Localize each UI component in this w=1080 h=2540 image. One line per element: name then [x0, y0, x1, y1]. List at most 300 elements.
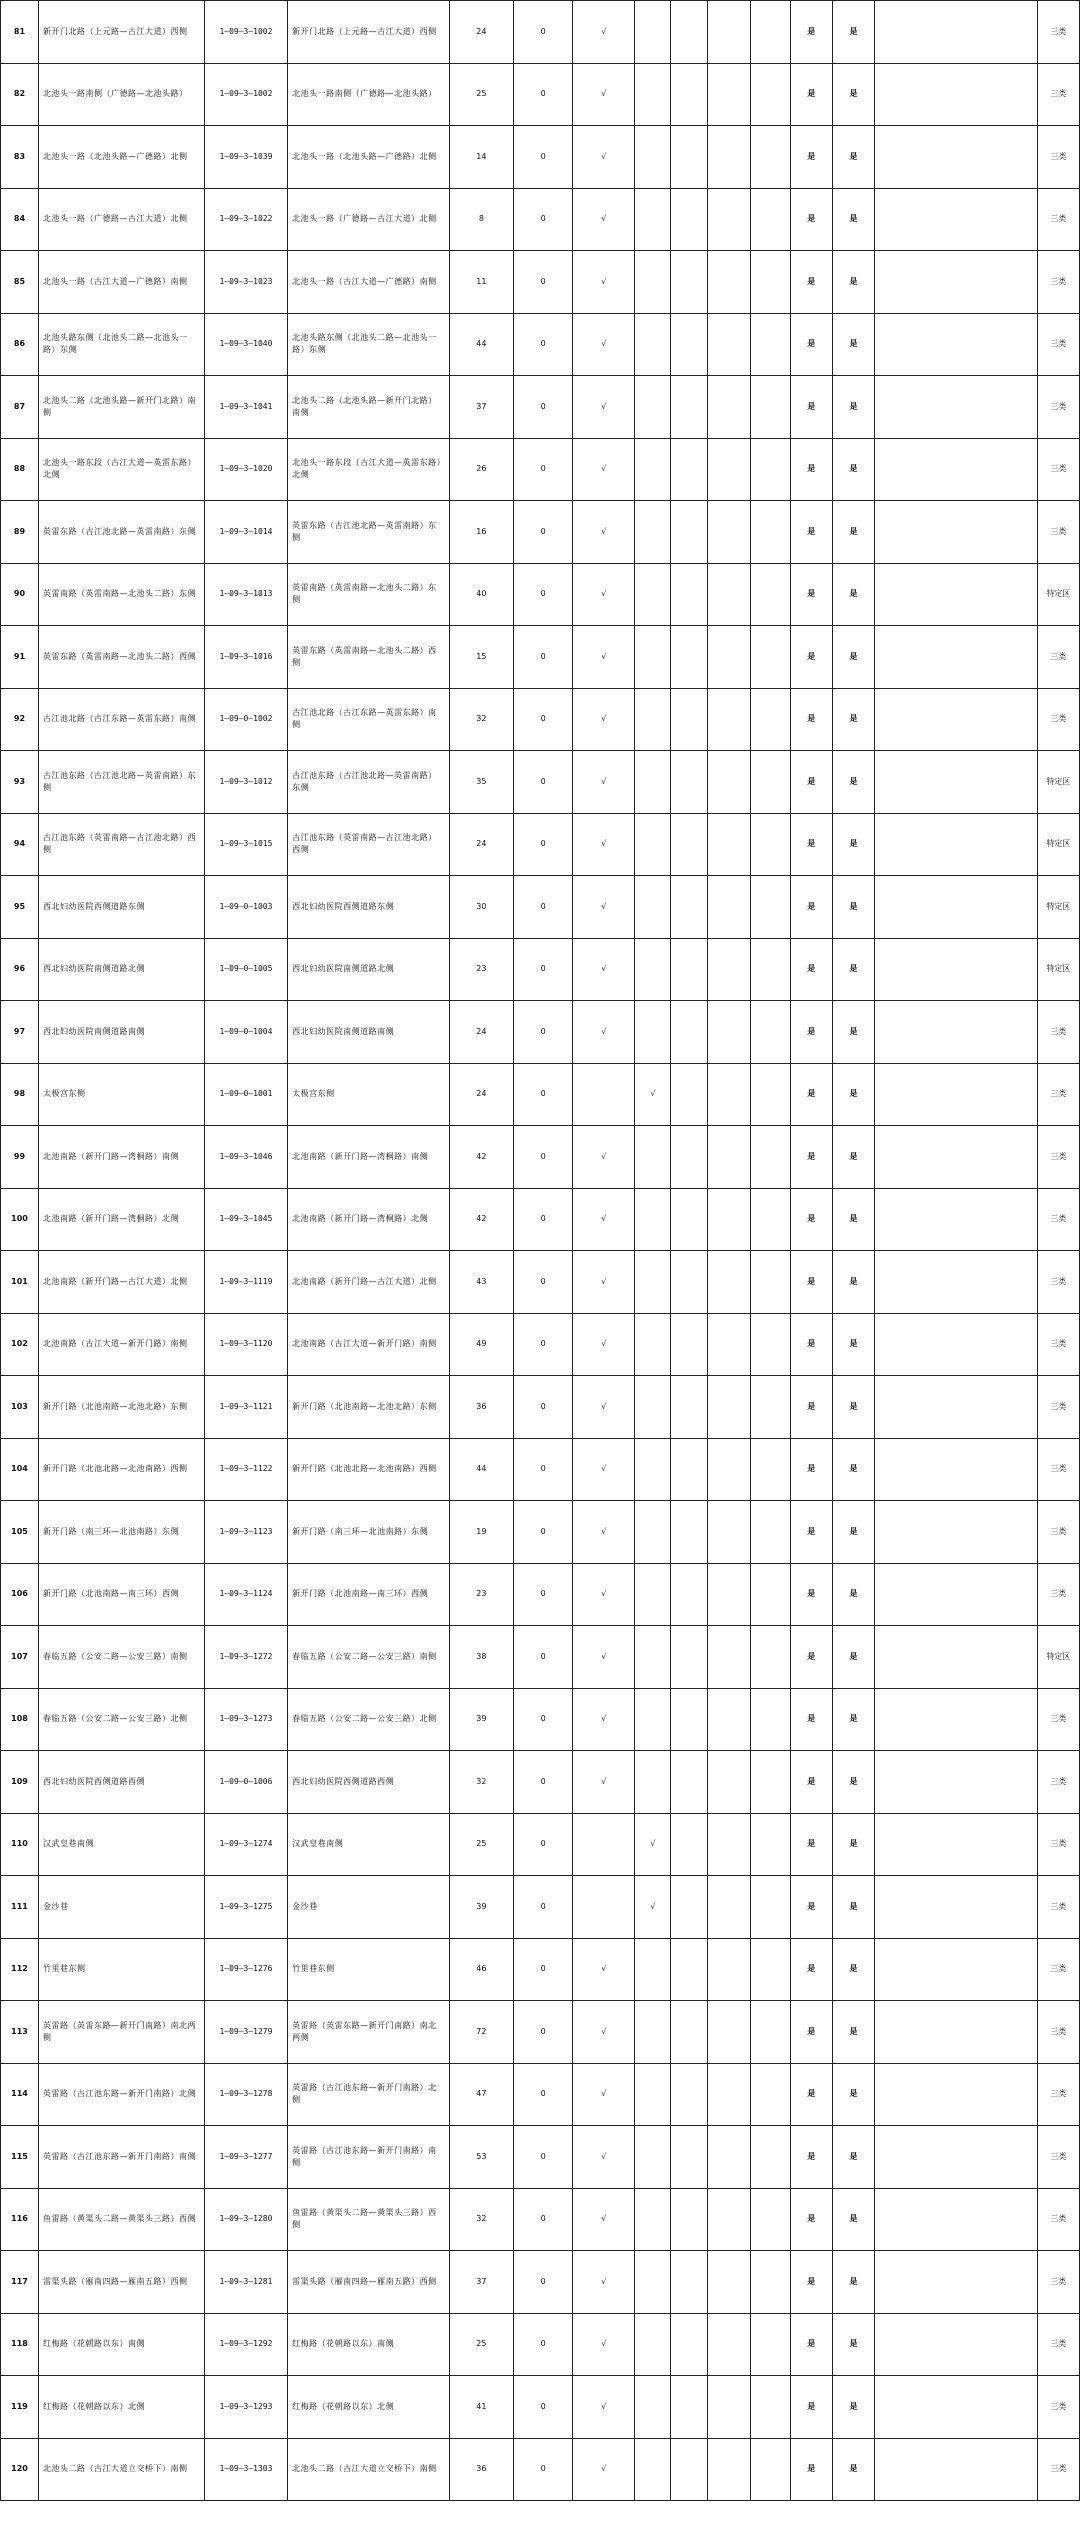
yes-mark-cell-2: 是 [832, 688, 874, 751]
empty-cell [750, 313, 790, 376]
road-code-cell: 1—09—3—1039 [204, 126, 287, 189]
road-code-cell: 1—09—3—1272 [204, 1626, 287, 1689]
road-section-cell: 新开门路（北池北路—北池南路）西侧 [39, 1438, 205, 1501]
table-row [1, 1626, 1080, 1689]
check-cell-secondary [635, 1501, 671, 1564]
empty-cell [708, 313, 750, 376]
class-cell: 三类 [1037, 2126, 1079, 2189]
zero-count-cell: 0 [514, 376, 573, 439]
check-cell-primary: √ [573, 2313, 635, 2376]
check-cell-primary: √ [573, 688, 635, 751]
table-row [1, 2313, 1080, 2376]
table-row [1, 2376, 1080, 2439]
zero-count-cell: 0 [514, 1813, 573, 1876]
road-section-cell: 北池南路（古江大道—新开门路）南侧 [39, 1313, 205, 1376]
yes-mark-cell-1: 是 [790, 1876, 832, 1939]
space-count-cell: 42 [449, 1126, 513, 1189]
road-section-cell: 春临五路（公安二路—公安三路）北侧 [39, 1688, 205, 1751]
zero-count-cell: 0 [514, 626, 573, 689]
row-number: 93 [1, 751, 39, 814]
class-cell: 三类 [1037, 1751, 1079, 1814]
empty-cell [671, 63, 708, 126]
yes-mark-cell-2: 是 [832, 1688, 874, 1751]
table-row [1, 626, 1080, 689]
road-section-cell: 北池头一路（北池头路—广德路）北侧 [39, 126, 205, 189]
space-count-cell: 16 [449, 501, 513, 564]
zero-count-cell: 0 [514, 2188, 573, 2251]
road-code-cell: 1—09—3—1016 [204, 626, 287, 689]
road-code-cell: 1—09—3—1014 [204, 501, 287, 564]
empty-cell [708, 1376, 750, 1439]
empty-cell [671, 2376, 708, 2439]
table-row [1, 2001, 1080, 2064]
remarks-cell [875, 1001, 1038, 1064]
check-cell-secondary [635, 1188, 671, 1251]
empty-cell [750, 1688, 790, 1751]
row-number: 89 [1, 501, 39, 564]
road-name-cell: 英雷东路（英雷南路—北池头二路）西侧 [288, 626, 450, 689]
empty-cell [671, 1501, 708, 1564]
empty-cell [708, 1063, 750, 1126]
yes-mark-cell-2: 是 [832, 2313, 874, 2376]
remarks-cell [875, 1126, 1038, 1189]
zero-count-cell: 0 [514, 1438, 573, 1501]
yes-mark-cell-1: 是 [790, 313, 832, 376]
yes-mark-cell-2: 是 [832, 1876, 874, 1939]
table-row [1, 1876, 1080, 1939]
road-section-cell: 北池头一路（广德路—古江大道）北侧 [39, 188, 205, 251]
road-code-cell: 1—09—3—1124 [204, 1563, 287, 1626]
check-cell-secondary [635, 688, 671, 751]
table-row [1, 438, 1080, 501]
row-number: 116 [1, 2188, 39, 2251]
road-name-cell: 英雷路（英雷东路—新开门南路）南北两侧 [288, 2001, 450, 2064]
remarks-cell [875, 438, 1038, 501]
table-row [1, 2251, 1080, 2314]
yes-mark-cell-2: 是 [832, 1313, 874, 1376]
table-row [1, 1438, 1080, 1501]
space-count-cell: 25 [449, 63, 513, 126]
empty-cell [708, 501, 750, 564]
road-name-cell: 北池头路东侧（北池头二路—北池头一路）东侧 [288, 313, 450, 376]
empty-cell [671, 2313, 708, 2376]
road-name-cell: 古江池北路（古江东路—英雷东路）南侧 [288, 688, 450, 751]
row-number: 88 [1, 438, 39, 501]
class-cell: 特定区 [1037, 813, 1079, 876]
check-cell-primary: √ [573, 251, 635, 314]
space-count-cell: 11 [449, 251, 513, 314]
zero-count-cell: 0 [514, 938, 573, 1001]
row-number: 107 [1, 1626, 39, 1689]
road-section-cell: 汉武皇巷南侧 [39, 1813, 205, 1876]
empty-cell [708, 1563, 750, 1626]
empty-cell [671, 751, 708, 814]
road-name-cell: 太极宫东侧 [288, 1063, 450, 1126]
empty-cell [708, 2001, 750, 2064]
road-name-cell: 新开门北路（上元路—古江大道）西侧 [288, 1, 450, 64]
row-number: 82 [1, 63, 39, 126]
table-row [1, 2438, 1080, 2501]
road-section-cell: 北池南路（新开门路—湾桐路）南侧 [39, 1126, 205, 1189]
empty-cell [671, 1, 708, 64]
road-code-cell: 1—09—3—1041 [204, 376, 287, 439]
yes-mark-cell-1: 是 [790, 1563, 832, 1626]
yes-mark-cell-2: 是 [832, 563, 874, 626]
space-count-cell: 37 [449, 2251, 513, 2314]
road-code-cell: 1—09—0—1005 [204, 938, 287, 1001]
road-code-cell: 1—09—0—1002 [204, 688, 287, 751]
check-cell-secondary [635, 1688, 671, 1751]
yes-mark-cell-1: 是 [790, 501, 832, 564]
empty-cell [708, 1626, 750, 1689]
zero-count-cell: 0 [514, 1063, 573, 1126]
check-cell-primary: √ [573, 2188, 635, 2251]
table-row [1, 1313, 1080, 1376]
check-cell-primary: √ [573, 188, 635, 251]
road-section-cell: 北池头二路（古江大道立交桥下）南侧 [39, 2438, 205, 2501]
check-cell-secondary [635, 313, 671, 376]
empty-cell [671, 2001, 708, 2064]
road-section-cell: 新开门路（北池南路—南三环）西侧 [39, 1563, 205, 1626]
road-code-cell: 1—09—3—1279 [204, 2001, 287, 2064]
road-section-cell: 西北妇幼医院西侧道路西侧 [39, 1751, 205, 1814]
empty-cell [708, 1438, 750, 1501]
yes-mark-cell-1: 是 [790, 251, 832, 314]
empty-cell [708, 1251, 750, 1314]
empty-cell [671, 501, 708, 564]
row-number: 98 [1, 1063, 39, 1126]
yes-mark-cell-2: 是 [832, 313, 874, 376]
zero-count-cell: 0 [514, 501, 573, 564]
empty-cell [750, 876, 790, 939]
table-row [1, 1063, 1080, 1126]
yes-mark-cell-2: 是 [832, 1063, 874, 1126]
row-number: 99 [1, 1126, 39, 1189]
empty-cell [671, 188, 708, 251]
yes-mark-cell-2: 是 [832, 751, 874, 814]
table-row [1, 1501, 1080, 1564]
check-cell-secondary [635, 751, 671, 814]
space-count-cell: 49 [449, 1313, 513, 1376]
check-cell-secondary [635, 2376, 671, 2439]
empty-cell [750, 1063, 790, 1126]
class-cell: 三类 [1037, 63, 1079, 126]
road-section-cell: 北池头路东侧（北池头二路—北池头一路）东侧 [39, 313, 205, 376]
empty-cell [708, 1501, 750, 1564]
space-count-cell: 44 [449, 1438, 513, 1501]
yes-mark-cell-2: 是 [832, 2438, 874, 2501]
table-row [1, 1, 1080, 64]
empty-cell [671, 2251, 708, 2314]
zero-count-cell: 0 [514, 438, 573, 501]
empty-cell [671, 1563, 708, 1626]
check-cell-primary: √ [573, 1188, 635, 1251]
empty-cell [750, 376, 790, 439]
yes-mark-cell-1: 是 [790, 2313, 832, 2376]
empty-cell [708, 1, 750, 64]
table-row [1, 1126, 1080, 1189]
yes-mark-cell-2: 是 [832, 2001, 874, 2064]
table-row [1, 1688, 1080, 1751]
table-row [1, 1813, 1080, 1876]
table-row [1, 1001, 1080, 1064]
check-cell-secondary [635, 126, 671, 189]
row-number: 110 [1, 1813, 39, 1876]
empty-cell [671, 626, 708, 689]
yes-mark-cell-2: 是 [832, 1001, 874, 1064]
road-code-cell: 1—09—0—1001 [204, 1063, 287, 1126]
class-cell: 三类 [1037, 1, 1079, 64]
yes-mark-cell-2: 是 [832, 188, 874, 251]
yes-mark-cell-2: 是 [832, 2063, 874, 2126]
yes-mark-cell-2: 是 [832, 1563, 874, 1626]
space-count-cell: 32 [449, 2188, 513, 2251]
road-name-cell: 古江池东路（古江池北路—英雷南路）东侧 [288, 751, 450, 814]
check-cell-primary: √ [573, 1688, 635, 1751]
empty-cell [708, 1126, 750, 1189]
check-cell-secondary [635, 1001, 671, 1064]
class-cell: 特定区 [1037, 938, 1079, 1001]
road-code-cell: 1—09—3—1013 [204, 563, 287, 626]
empty-cell [750, 1438, 790, 1501]
row-number: 91 [1, 626, 39, 689]
empty-cell [671, 1751, 708, 1814]
zero-count-cell: 0 [514, 126, 573, 189]
road-code-cell: 1—09—3—1119 [204, 1251, 287, 1314]
zero-count-cell: 0 [514, 1188, 573, 1251]
yes-mark-cell-1: 是 [790, 438, 832, 501]
yes-mark-cell-1: 是 [790, 563, 832, 626]
road-code-cell: 1—09—3—1046 [204, 1126, 287, 1189]
yes-mark-cell-2: 是 [832, 2188, 874, 2251]
road-code-cell: 1—09—3—1012 [204, 751, 287, 814]
yes-mark-cell-1: 是 [790, 1438, 832, 1501]
empty-cell [750, 1376, 790, 1439]
empty-cell [671, 1626, 708, 1689]
road-code-cell: 1—09—3—1022 [204, 188, 287, 251]
check-cell-primary [573, 1813, 635, 1876]
road-section-cell: 英雷路（古江池东路—新开门南路）南侧 [39, 2126, 205, 2189]
empty-cell [671, 1001, 708, 1064]
zero-count-cell: 0 [514, 2313, 573, 2376]
row-number: 86 [1, 313, 39, 376]
remarks-cell [875, 1063, 1038, 1126]
road-name-cell: 北池南路（新开门路—湾桐路）北侧 [288, 1188, 450, 1251]
check-cell-secondary [635, 1126, 671, 1189]
yes-mark-cell-2: 是 [832, 1813, 874, 1876]
empty-cell [708, 688, 750, 751]
class-cell: 三类 [1037, 126, 1079, 189]
empty-cell [708, 1188, 750, 1251]
empty-cell [750, 1751, 790, 1814]
empty-cell [750, 1626, 790, 1689]
road-section-cell: 英雷路（英雷东路—新开门南路）南北两侧 [39, 2001, 205, 2064]
remarks-cell [875, 813, 1038, 876]
check-cell-primary: √ [573, 876, 635, 939]
empty-cell [671, 376, 708, 439]
road-section-cell: 鱼雷路（黄渠头二路—黄渠头三路）西侧 [39, 2188, 205, 2251]
remarks-cell [875, 1876, 1038, 1939]
zero-count-cell: 0 [514, 751, 573, 814]
road-code-cell: 1—09—3—1280 [204, 2188, 287, 2251]
check-cell-primary: √ [573, 2063, 635, 2126]
class-cell: 三类 [1037, 2376, 1079, 2439]
check-cell-secondary: √ [635, 1813, 671, 1876]
class-cell: 三类 [1037, 1501, 1079, 1564]
empty-cell [671, 1063, 708, 1126]
road-code-cell: 1—09—3—1002 [204, 63, 287, 126]
empty-cell [671, 1376, 708, 1439]
space-count-cell: 26 [449, 438, 513, 501]
yes-mark-cell-1: 是 [790, 2063, 832, 2126]
road-name-cell: 西北妇幼医院西侧道路西侧 [288, 1751, 450, 1814]
road-section-cell: 北池头一路东段（古江大道—英雷东路）北侧 [39, 438, 205, 501]
remarks-cell [875, 563, 1038, 626]
check-cell-primary: √ [573, 1938, 635, 2001]
road-section-cell: 北池南路（新开门路—湾桐路）北侧 [39, 1188, 205, 1251]
row-number: 113 [1, 2001, 39, 2064]
check-cell-secondary [635, 2313, 671, 2376]
zero-count-cell: 0 [514, 1876, 573, 1939]
check-cell-secondary [635, 938, 671, 1001]
check-cell-secondary [635, 1626, 671, 1689]
empty-cell [750, 1188, 790, 1251]
empty-cell [750, 563, 790, 626]
row-number: 83 [1, 126, 39, 189]
road-code-cell: 1—09—3—1293 [204, 2376, 287, 2439]
empty-cell [708, 2438, 750, 2501]
yes-mark-cell-2: 是 [832, 2376, 874, 2439]
road-name-cell: 英雷路（古江池东路—新开门南路）北侧 [288, 2063, 450, 2126]
yes-mark-cell-2: 是 [832, 501, 874, 564]
empty-cell [750, 438, 790, 501]
road-code-cell: 1—09—0—1006 [204, 1751, 287, 1814]
remarks-cell [875, 1438, 1038, 1501]
road-name-cell: 新开门路（南三环—北池南路）东侧 [288, 1501, 450, 1564]
remarks-cell [875, 376, 1038, 439]
road-section-cell: 西北妇幼医院南侧道路南侧 [39, 1001, 205, 1064]
class-cell: 三类 [1037, 2313, 1079, 2376]
remarks-cell [875, 2126, 1038, 2189]
check-cell-secondary [635, 2126, 671, 2189]
road-code-cell: 1—09—3—1002 [204, 1, 287, 64]
empty-cell [671, 1251, 708, 1314]
table-row [1, 1251, 1080, 1314]
row-number: 85 [1, 251, 39, 314]
road-name-cell: 汉武皇巷南侧 [288, 1813, 450, 1876]
yes-mark-cell-2: 是 [832, 938, 874, 1001]
empty-cell [750, 626, 790, 689]
yes-mark-cell-2: 是 [832, 2251, 874, 2314]
space-count-cell: 25 [449, 2313, 513, 2376]
table-row [1, 813, 1080, 876]
row-number: 114 [1, 2063, 39, 2126]
empty-cell [671, 1313, 708, 1376]
remarks-cell [875, 2001, 1038, 2064]
yes-mark-cell-1: 是 [790, 2126, 832, 2189]
empty-cell [708, 376, 750, 439]
yes-mark-cell-2: 是 [832, 813, 874, 876]
space-count-cell: 36 [449, 1376, 513, 1439]
yes-mark-cell-2: 是 [832, 1751, 874, 1814]
zero-count-cell: 0 [514, 1938, 573, 2001]
row-number: 102 [1, 1313, 39, 1376]
space-count-cell: 53 [449, 2126, 513, 2189]
road-code-cell: 1—09—0—1004 [204, 1001, 287, 1064]
space-count-cell: 24 [449, 813, 513, 876]
row-number: 90 [1, 563, 39, 626]
remarks-cell [875, 1563, 1038, 1626]
empty-cell [708, 251, 750, 314]
class-cell: 三类 [1037, 1938, 1079, 2001]
empty-cell [750, 1251, 790, 1314]
road-code-cell: 1—09—3—1303 [204, 2438, 287, 2501]
space-count-cell: 32 [449, 688, 513, 751]
zero-count-cell: 0 [514, 688, 573, 751]
road-code-cell: 1—09—3—1040 [204, 313, 287, 376]
check-cell-primary: √ [573, 126, 635, 189]
space-count-cell: 35 [449, 751, 513, 814]
road-section-cell: 古江池北路（古江东路—英雷东路）南侧 [39, 688, 205, 751]
remarks-cell [875, 2063, 1038, 2126]
yes-mark-cell-1: 是 [790, 188, 832, 251]
empty-cell [750, 813, 790, 876]
road-code-cell: 1—09—3—1015 [204, 813, 287, 876]
yes-mark-cell-2: 是 [832, 1, 874, 64]
road-name-cell: 北池南路（古江大道—新开门路）南侧 [288, 1313, 450, 1376]
row-number: 109 [1, 1751, 39, 1814]
road-section-cell: 英雷东路（古江池北路—英雷南路）东侧 [39, 501, 205, 564]
road-section-cell: 红梅路（花朝路以东）北侧 [39, 2376, 205, 2439]
empty-cell [708, 563, 750, 626]
road-name-cell: 竹里巷东侧 [288, 1938, 450, 2001]
road-section-cell: 北池头一路南侧（广德路—北池头路） [39, 63, 205, 126]
remarks-cell [875, 1626, 1038, 1689]
zero-count-cell: 0 [514, 1501, 573, 1564]
table-row [1, 876, 1080, 939]
road-name-cell: 西北妇幼医院西侧道路东侧 [288, 876, 450, 939]
space-count-cell: 19 [449, 1501, 513, 1564]
yes-mark-cell-1: 是 [790, 1501, 832, 1564]
table-row [1, 376, 1080, 439]
row-number: 101 [1, 1251, 39, 1314]
road-code-cell: 1—09—3—1023 [204, 251, 287, 314]
check-cell-primary: √ [573, 1376, 635, 1439]
yes-mark-cell-1: 是 [790, 2001, 832, 2064]
class-cell: 三类 [1037, 2438, 1079, 2501]
table-row [1, 938, 1080, 1001]
table-row [1, 688, 1080, 751]
empty-cell [671, 1126, 708, 1189]
class-cell: 特定区 [1037, 563, 1079, 626]
remarks-cell [875, 626, 1038, 689]
empty-cell [708, 2376, 750, 2439]
table-row [1, 63, 1080, 126]
table-row [1, 2188, 1080, 2251]
row-number: 105 [1, 1501, 39, 1564]
remarks-cell [875, 1813, 1038, 1876]
empty-cell [671, 1876, 708, 1939]
check-cell-primary: √ [573, 501, 635, 564]
road-section-cell: 竹里巷东侧 [39, 1938, 205, 2001]
remarks-cell [875, 688, 1038, 751]
yes-mark-cell-2: 是 [832, 438, 874, 501]
table-row [1, 2126, 1080, 2189]
road-name-cell: 北池头一路南侧（广德路—北池头路） [288, 63, 450, 126]
class-cell: 三类 [1037, 2001, 1079, 2064]
class-cell: 三类 [1037, 313, 1079, 376]
class-cell: 三类 [1037, 188, 1079, 251]
